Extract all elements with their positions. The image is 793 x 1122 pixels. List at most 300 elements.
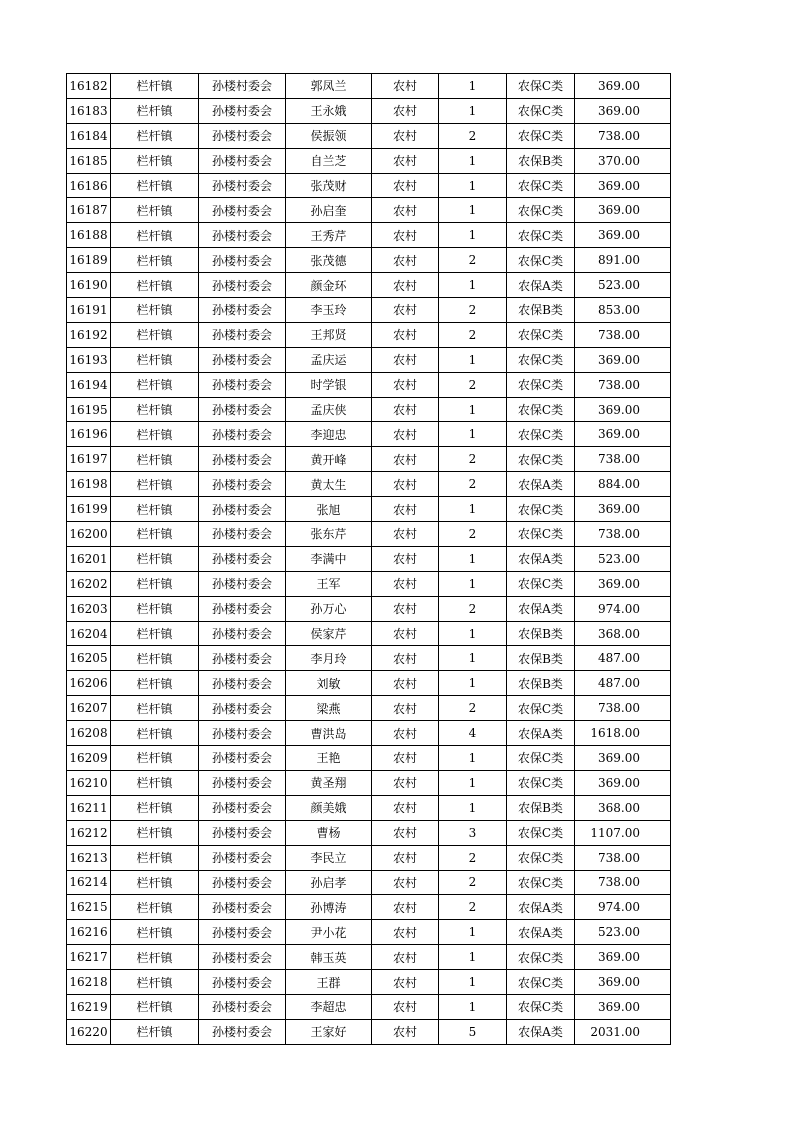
household-size-cell: 1 bbox=[439, 223, 507, 248]
town-cell: 栏杆镇 bbox=[111, 945, 199, 970]
amount-cell: 369.00 bbox=[575, 970, 671, 995]
category-cell: 农保C类 bbox=[507, 123, 575, 148]
household-size-cell: 1 bbox=[439, 422, 507, 447]
household-size-cell: 5 bbox=[439, 1019, 507, 1044]
amount-cell: 738.00 bbox=[575, 696, 671, 721]
record-id-cell: 16219 bbox=[67, 994, 111, 1019]
table-row bbox=[67, 223, 671, 248]
town-cell: 栏杆镇 bbox=[111, 845, 199, 870]
household-size-cell: 1 bbox=[439, 571, 507, 596]
village-cell: 孙楼村委会 bbox=[199, 994, 286, 1019]
village-cell: 孙楼村委会 bbox=[199, 795, 286, 820]
area-type-cell: 农村 bbox=[372, 347, 439, 372]
area-type-cell: 农村 bbox=[372, 845, 439, 870]
table-row bbox=[67, 646, 671, 671]
area-type-cell: 农村 bbox=[372, 721, 439, 746]
area-type-cell: 农村 bbox=[372, 472, 439, 497]
record-id-cell: 16200 bbox=[67, 522, 111, 547]
table-row bbox=[67, 372, 671, 397]
household-size-cell: 2 bbox=[439, 596, 507, 621]
table-row bbox=[67, 248, 671, 273]
town-cell: 栏杆镇 bbox=[111, 98, 199, 123]
town-cell: 栏杆镇 bbox=[111, 621, 199, 646]
area-type-cell: 农村 bbox=[372, 198, 439, 223]
record-id-cell: 16205 bbox=[67, 646, 111, 671]
name-cell: 王家好 bbox=[286, 1019, 372, 1044]
household-size-cell: 1 bbox=[439, 148, 507, 173]
name-cell: 孙启奎 bbox=[286, 198, 372, 223]
record-id-cell: 16203 bbox=[67, 596, 111, 621]
household-size-cell: 2 bbox=[439, 322, 507, 347]
table-row bbox=[67, 596, 671, 621]
table-row bbox=[67, 1019, 671, 1044]
area-type-cell: 农村 bbox=[372, 273, 439, 298]
table-row bbox=[67, 98, 671, 123]
amount-cell: 523.00 bbox=[575, 920, 671, 945]
table-body bbox=[67, 74, 671, 1045]
table-row bbox=[67, 920, 671, 945]
table-row bbox=[67, 945, 671, 970]
name-cell: 张茂财 bbox=[286, 173, 372, 198]
table-row bbox=[67, 671, 671, 696]
village-cell: 孙楼村委会 bbox=[199, 596, 286, 621]
area-type-cell: 农村 bbox=[372, 795, 439, 820]
area-type-cell: 农村 bbox=[372, 74, 439, 99]
area-type-cell: 农村 bbox=[372, 248, 439, 273]
record-id-cell: 16212 bbox=[67, 820, 111, 845]
category-cell: 农保C类 bbox=[507, 945, 575, 970]
category-cell: 农保C类 bbox=[507, 845, 575, 870]
town-cell: 栏杆镇 bbox=[111, 472, 199, 497]
village-cell: 孙楼村委会 bbox=[199, 422, 286, 447]
household-size-cell: 2 bbox=[439, 372, 507, 397]
name-cell: 自兰芝 bbox=[286, 148, 372, 173]
amount-cell: 1107.00 bbox=[575, 820, 671, 845]
table-row bbox=[67, 123, 671, 148]
town-cell: 栏杆镇 bbox=[111, 546, 199, 571]
area-type-cell: 农村 bbox=[372, 571, 439, 596]
amount-cell: 370.00 bbox=[575, 148, 671, 173]
amount-cell: 974.00 bbox=[575, 895, 671, 920]
table-row bbox=[67, 447, 671, 472]
name-cell: 时学银 bbox=[286, 372, 372, 397]
name-cell: 王永娥 bbox=[286, 98, 372, 123]
amount-cell: 369.00 bbox=[575, 223, 671, 248]
town-cell: 栏杆镇 bbox=[111, 497, 199, 522]
area-type-cell: 农村 bbox=[372, 372, 439, 397]
category-cell: 农保C类 bbox=[507, 522, 575, 547]
record-id-cell: 16207 bbox=[67, 696, 111, 721]
category-cell: 农保C类 bbox=[507, 198, 575, 223]
name-cell: 曹洪岛 bbox=[286, 721, 372, 746]
area-type-cell: 农村 bbox=[372, 994, 439, 1019]
village-cell: 孙楼村委会 bbox=[199, 123, 286, 148]
category-cell: 农保B类 bbox=[507, 298, 575, 323]
category-cell: 农保A类 bbox=[507, 546, 575, 571]
category-cell: 农保C类 bbox=[507, 571, 575, 596]
household-size-cell: 1 bbox=[439, 198, 507, 223]
household-size-cell: 2 bbox=[439, 447, 507, 472]
name-cell: 李满中 bbox=[286, 546, 372, 571]
amount-cell: 974.00 bbox=[575, 596, 671, 621]
amount-cell: 738.00 bbox=[575, 447, 671, 472]
town-cell: 栏杆镇 bbox=[111, 273, 199, 298]
amount-cell: 369.00 bbox=[575, 347, 671, 372]
record-id-cell: 16196 bbox=[67, 422, 111, 447]
town-cell: 栏杆镇 bbox=[111, 770, 199, 795]
amount-cell: 368.00 bbox=[575, 795, 671, 820]
village-cell: 孙楼村委会 bbox=[199, 895, 286, 920]
area-type-cell: 农村 bbox=[372, 123, 439, 148]
name-cell: 黄圣翔 bbox=[286, 770, 372, 795]
village-cell: 孙楼村委会 bbox=[199, 298, 286, 323]
area-type-cell: 农村 bbox=[372, 322, 439, 347]
record-id-cell: 16214 bbox=[67, 870, 111, 895]
area-type-cell: 农村 bbox=[372, 920, 439, 945]
village-cell: 孙楼村委会 bbox=[199, 447, 286, 472]
village-cell: 孙楼村委会 bbox=[199, 273, 286, 298]
table-row bbox=[67, 273, 671, 298]
village-cell: 孙楼村委会 bbox=[199, 970, 286, 995]
record-id-cell: 16187 bbox=[67, 198, 111, 223]
record-id-cell: 16217 bbox=[67, 945, 111, 970]
household-size-cell: 1 bbox=[439, 397, 507, 422]
record-id-cell: 16204 bbox=[67, 621, 111, 646]
area-type-cell: 农村 bbox=[372, 596, 439, 621]
name-cell: 孙博涛 bbox=[286, 895, 372, 920]
name-cell: 王邦贤 bbox=[286, 322, 372, 347]
area-type-cell: 农村 bbox=[372, 223, 439, 248]
table-row bbox=[67, 347, 671, 372]
record-id-cell: 16195 bbox=[67, 397, 111, 422]
amount-cell: 487.00 bbox=[575, 646, 671, 671]
village-cell: 孙楼村委会 bbox=[199, 845, 286, 870]
village-cell: 孙楼村委会 bbox=[199, 621, 286, 646]
name-cell: 李玉玲 bbox=[286, 298, 372, 323]
amount-cell: 738.00 bbox=[575, 372, 671, 397]
record-id-cell: 16182 bbox=[67, 74, 111, 99]
household-size-cell: 1 bbox=[439, 770, 507, 795]
name-cell: 侯振领 bbox=[286, 123, 372, 148]
village-cell: 孙楼村委会 bbox=[199, 746, 286, 771]
village-cell: 孙楼村委会 bbox=[199, 223, 286, 248]
record-id-cell: 16188 bbox=[67, 223, 111, 248]
amount-cell: 738.00 bbox=[575, 123, 671, 148]
category-cell: 农保A类 bbox=[507, 273, 575, 298]
village-cell: 孙楼村委会 bbox=[199, 74, 286, 99]
record-id-cell: 16198 bbox=[67, 472, 111, 497]
amount-cell: 369.00 bbox=[575, 422, 671, 447]
household-size-cell: 1 bbox=[439, 621, 507, 646]
name-cell: 韩玉英 bbox=[286, 945, 372, 970]
town-cell: 栏杆镇 bbox=[111, 347, 199, 372]
household-size-cell: 2 bbox=[439, 472, 507, 497]
area-type-cell: 农村 bbox=[372, 422, 439, 447]
household-size-cell: 1 bbox=[439, 746, 507, 771]
name-cell: 张旭 bbox=[286, 497, 372, 522]
household-size-cell: 1 bbox=[439, 546, 507, 571]
amount-cell: 891.00 bbox=[575, 248, 671, 273]
village-cell: 孙楼村委会 bbox=[199, 870, 286, 895]
town-cell: 栏杆镇 bbox=[111, 298, 199, 323]
amount-cell: 738.00 bbox=[575, 845, 671, 870]
amount-cell: 523.00 bbox=[575, 546, 671, 571]
record-id-cell: 16191 bbox=[67, 298, 111, 323]
table-row bbox=[67, 820, 671, 845]
household-size-cell: 1 bbox=[439, 671, 507, 696]
town-cell: 栏杆镇 bbox=[111, 522, 199, 547]
town-cell: 栏杆镇 bbox=[111, 970, 199, 995]
category-cell: 农保B类 bbox=[507, 646, 575, 671]
village-cell: 孙楼村委会 bbox=[199, 472, 286, 497]
area-type-cell: 农村 bbox=[372, 945, 439, 970]
record-id-cell: 16209 bbox=[67, 746, 111, 771]
record-id-cell: 16202 bbox=[67, 571, 111, 596]
town-cell: 栏杆镇 bbox=[111, 397, 199, 422]
town-cell: 栏杆镇 bbox=[111, 248, 199, 273]
village-cell: 孙楼村委会 bbox=[199, 198, 286, 223]
name-cell: 曹杨 bbox=[286, 820, 372, 845]
household-size-cell: 2 bbox=[439, 522, 507, 547]
table-row bbox=[67, 571, 671, 596]
amount-cell: 487.00 bbox=[575, 671, 671, 696]
name-cell: 张东芹 bbox=[286, 522, 372, 547]
village-cell: 孙楼村委会 bbox=[199, 372, 286, 397]
household-size-cell: 1 bbox=[439, 273, 507, 298]
area-type-cell: 农村 bbox=[372, 696, 439, 721]
household-size-cell: 1 bbox=[439, 646, 507, 671]
amount-cell: 738.00 bbox=[575, 522, 671, 547]
area-type-cell: 农村 bbox=[372, 447, 439, 472]
category-cell: 农保C类 bbox=[507, 422, 575, 447]
amount-cell: 369.00 bbox=[575, 770, 671, 795]
area-type-cell: 农村 bbox=[372, 298, 439, 323]
village-cell: 孙楼村委会 bbox=[199, 497, 286, 522]
table-row bbox=[67, 148, 671, 173]
category-cell: 农保C类 bbox=[507, 447, 575, 472]
town-cell: 栏杆镇 bbox=[111, 920, 199, 945]
town-cell: 栏杆镇 bbox=[111, 322, 199, 347]
town-cell: 栏杆镇 bbox=[111, 173, 199, 198]
name-cell: 颜金环 bbox=[286, 273, 372, 298]
category-cell: 农保A类 bbox=[507, 1019, 575, 1044]
category-cell: 农保A类 bbox=[507, 721, 575, 746]
village-cell: 孙楼村委会 bbox=[199, 522, 286, 547]
table-row bbox=[67, 721, 671, 746]
record-id-cell: 16213 bbox=[67, 845, 111, 870]
area-type-cell: 农村 bbox=[372, 870, 439, 895]
name-cell: 王军 bbox=[286, 571, 372, 596]
amount-cell: 738.00 bbox=[575, 322, 671, 347]
amount-cell: 369.00 bbox=[575, 173, 671, 198]
name-cell: 李月玲 bbox=[286, 646, 372, 671]
town-cell: 栏杆镇 bbox=[111, 74, 199, 99]
record-id-cell: 16216 bbox=[67, 920, 111, 945]
table-row bbox=[67, 422, 671, 447]
category-cell: 农保C类 bbox=[507, 870, 575, 895]
area-type-cell: 农村 bbox=[372, 173, 439, 198]
name-cell: 孙启孝 bbox=[286, 870, 372, 895]
area-type-cell: 农村 bbox=[372, 148, 439, 173]
household-size-cell: 1 bbox=[439, 994, 507, 1019]
table-row bbox=[67, 173, 671, 198]
town-cell: 栏杆镇 bbox=[111, 671, 199, 696]
amount-cell: 523.00 bbox=[575, 273, 671, 298]
village-cell: 孙楼村委会 bbox=[199, 347, 286, 372]
name-cell: 王群 bbox=[286, 970, 372, 995]
household-size-cell: 1 bbox=[439, 945, 507, 970]
table-row bbox=[67, 74, 671, 99]
household-size-cell: 2 bbox=[439, 298, 507, 323]
village-cell: 孙楼村委会 bbox=[199, 671, 286, 696]
table-row bbox=[67, 845, 671, 870]
record-id-cell: 16210 bbox=[67, 770, 111, 795]
name-cell: 李民立 bbox=[286, 845, 372, 870]
area-type-cell: 农村 bbox=[372, 770, 439, 795]
amount-cell: 369.00 bbox=[575, 397, 671, 422]
category-cell: 农保C类 bbox=[507, 397, 575, 422]
category-cell: 农保C类 bbox=[507, 173, 575, 198]
town-cell: 栏杆镇 bbox=[111, 571, 199, 596]
amount-cell: 884.00 bbox=[575, 472, 671, 497]
name-cell: 孙万心 bbox=[286, 596, 372, 621]
amount-cell: 369.00 bbox=[575, 571, 671, 596]
village-cell: 孙楼村委会 bbox=[199, 322, 286, 347]
record-id-cell: 16193 bbox=[67, 347, 111, 372]
area-type-cell: 农村 bbox=[372, 646, 439, 671]
area-type-cell: 农村 bbox=[372, 98, 439, 123]
table-row bbox=[67, 298, 671, 323]
name-cell: 梁燕 bbox=[286, 696, 372, 721]
name-cell: 颜美娥 bbox=[286, 795, 372, 820]
category-cell: 农保C类 bbox=[507, 223, 575, 248]
town-cell: 栏杆镇 bbox=[111, 596, 199, 621]
town-cell: 栏杆镇 bbox=[111, 820, 199, 845]
name-cell: 侯家芹 bbox=[286, 621, 372, 646]
village-cell: 孙楼村委会 bbox=[199, 646, 286, 671]
village-cell: 孙楼村委会 bbox=[199, 696, 286, 721]
record-id-cell: 16206 bbox=[67, 671, 111, 696]
village-cell: 孙楼村委会 bbox=[199, 820, 286, 845]
household-size-cell: 2 bbox=[439, 845, 507, 870]
category-cell: 农保B类 bbox=[507, 621, 575, 646]
record-id-cell: 16220 bbox=[67, 1019, 111, 1044]
village-cell: 孙楼村委会 bbox=[199, 98, 286, 123]
category-cell: 农保C类 bbox=[507, 322, 575, 347]
record-id-cell: 16185 bbox=[67, 148, 111, 173]
record-id-cell: 16208 bbox=[67, 721, 111, 746]
household-size-cell: 2 bbox=[439, 895, 507, 920]
town-cell: 栏杆镇 bbox=[111, 447, 199, 472]
record-id-cell: 16211 bbox=[67, 795, 111, 820]
category-cell: 农保A类 bbox=[507, 895, 575, 920]
table-row bbox=[67, 994, 671, 1019]
town-cell: 栏杆镇 bbox=[111, 1019, 199, 1044]
area-type-cell: 农村 bbox=[372, 1019, 439, 1044]
category-cell: 农保C类 bbox=[507, 770, 575, 795]
town-cell: 栏杆镇 bbox=[111, 795, 199, 820]
table-row bbox=[67, 746, 671, 771]
amount-cell: 369.00 bbox=[575, 98, 671, 123]
table-row bbox=[67, 870, 671, 895]
amount-cell: 369.00 bbox=[575, 746, 671, 771]
record-id-cell: 16194 bbox=[67, 372, 111, 397]
record-id-cell: 16183 bbox=[67, 98, 111, 123]
amount-cell: 2031.00 bbox=[575, 1019, 671, 1044]
name-cell: 王秀芹 bbox=[286, 223, 372, 248]
name-cell: 张茂德 bbox=[286, 248, 372, 273]
category-cell: 农保B类 bbox=[507, 795, 575, 820]
household-size-cell: 1 bbox=[439, 173, 507, 198]
table-row bbox=[67, 970, 671, 995]
town-cell: 栏杆镇 bbox=[111, 223, 199, 248]
area-type-cell: 农村 bbox=[372, 746, 439, 771]
amount-cell: 853.00 bbox=[575, 298, 671, 323]
household-size-cell: 1 bbox=[439, 795, 507, 820]
amount-cell: 738.00 bbox=[575, 870, 671, 895]
name-cell: 孟庆侠 bbox=[286, 397, 372, 422]
record-id-cell: 16192 bbox=[67, 322, 111, 347]
village-cell: 孙楼村委会 bbox=[199, 397, 286, 422]
allowance-table bbox=[66, 73, 671, 1045]
table-row bbox=[67, 696, 671, 721]
village-cell: 孙楼村委会 bbox=[199, 770, 286, 795]
table-row bbox=[67, 198, 671, 223]
town-cell: 栏杆镇 bbox=[111, 696, 199, 721]
record-id-cell: 16189 bbox=[67, 248, 111, 273]
village-cell: 孙楼村委会 bbox=[199, 945, 286, 970]
record-id-cell: 16218 bbox=[67, 970, 111, 995]
category-cell: 农保C类 bbox=[507, 347, 575, 372]
village-cell: 孙楼村委会 bbox=[199, 248, 286, 273]
household-size-cell: 1 bbox=[439, 98, 507, 123]
record-id-cell: 16199 bbox=[67, 497, 111, 522]
table-row bbox=[67, 397, 671, 422]
household-size-cell: 2 bbox=[439, 248, 507, 273]
area-type-cell: 农村 bbox=[372, 397, 439, 422]
town-cell: 栏杆镇 bbox=[111, 746, 199, 771]
town-cell: 栏杆镇 bbox=[111, 721, 199, 746]
category-cell: 农保C类 bbox=[507, 248, 575, 273]
area-type-cell: 农村 bbox=[372, 497, 439, 522]
table-row bbox=[67, 497, 671, 522]
table-row bbox=[67, 472, 671, 497]
amount-cell: 368.00 bbox=[575, 621, 671, 646]
village-cell: 孙楼村委会 bbox=[199, 173, 286, 198]
village-cell: 孙楼村委会 bbox=[199, 148, 286, 173]
town-cell: 栏杆镇 bbox=[111, 994, 199, 1019]
category-cell: 农保C类 bbox=[507, 746, 575, 771]
name-cell: 李迎忠 bbox=[286, 422, 372, 447]
area-type-cell: 农村 bbox=[372, 820, 439, 845]
name-cell: 郭凤兰 bbox=[286, 74, 372, 99]
village-cell: 孙楼村委会 bbox=[199, 571, 286, 596]
household-size-cell: 3 bbox=[439, 820, 507, 845]
household-size-cell: 1 bbox=[439, 497, 507, 522]
area-type-cell: 农村 bbox=[372, 522, 439, 547]
household-size-cell: 1 bbox=[439, 347, 507, 372]
town-cell: 栏杆镇 bbox=[111, 123, 199, 148]
name-cell: 孟庆运 bbox=[286, 347, 372, 372]
record-id-cell: 16186 bbox=[67, 173, 111, 198]
household-size-cell: 1 bbox=[439, 74, 507, 99]
village-cell: 孙楼村委会 bbox=[199, 920, 286, 945]
category-cell: 农保B类 bbox=[507, 148, 575, 173]
town-cell: 栏杆镇 bbox=[111, 895, 199, 920]
category-cell: 农保C类 bbox=[507, 372, 575, 397]
record-id-cell: 16215 bbox=[67, 895, 111, 920]
record-id-cell: 16184 bbox=[67, 123, 111, 148]
